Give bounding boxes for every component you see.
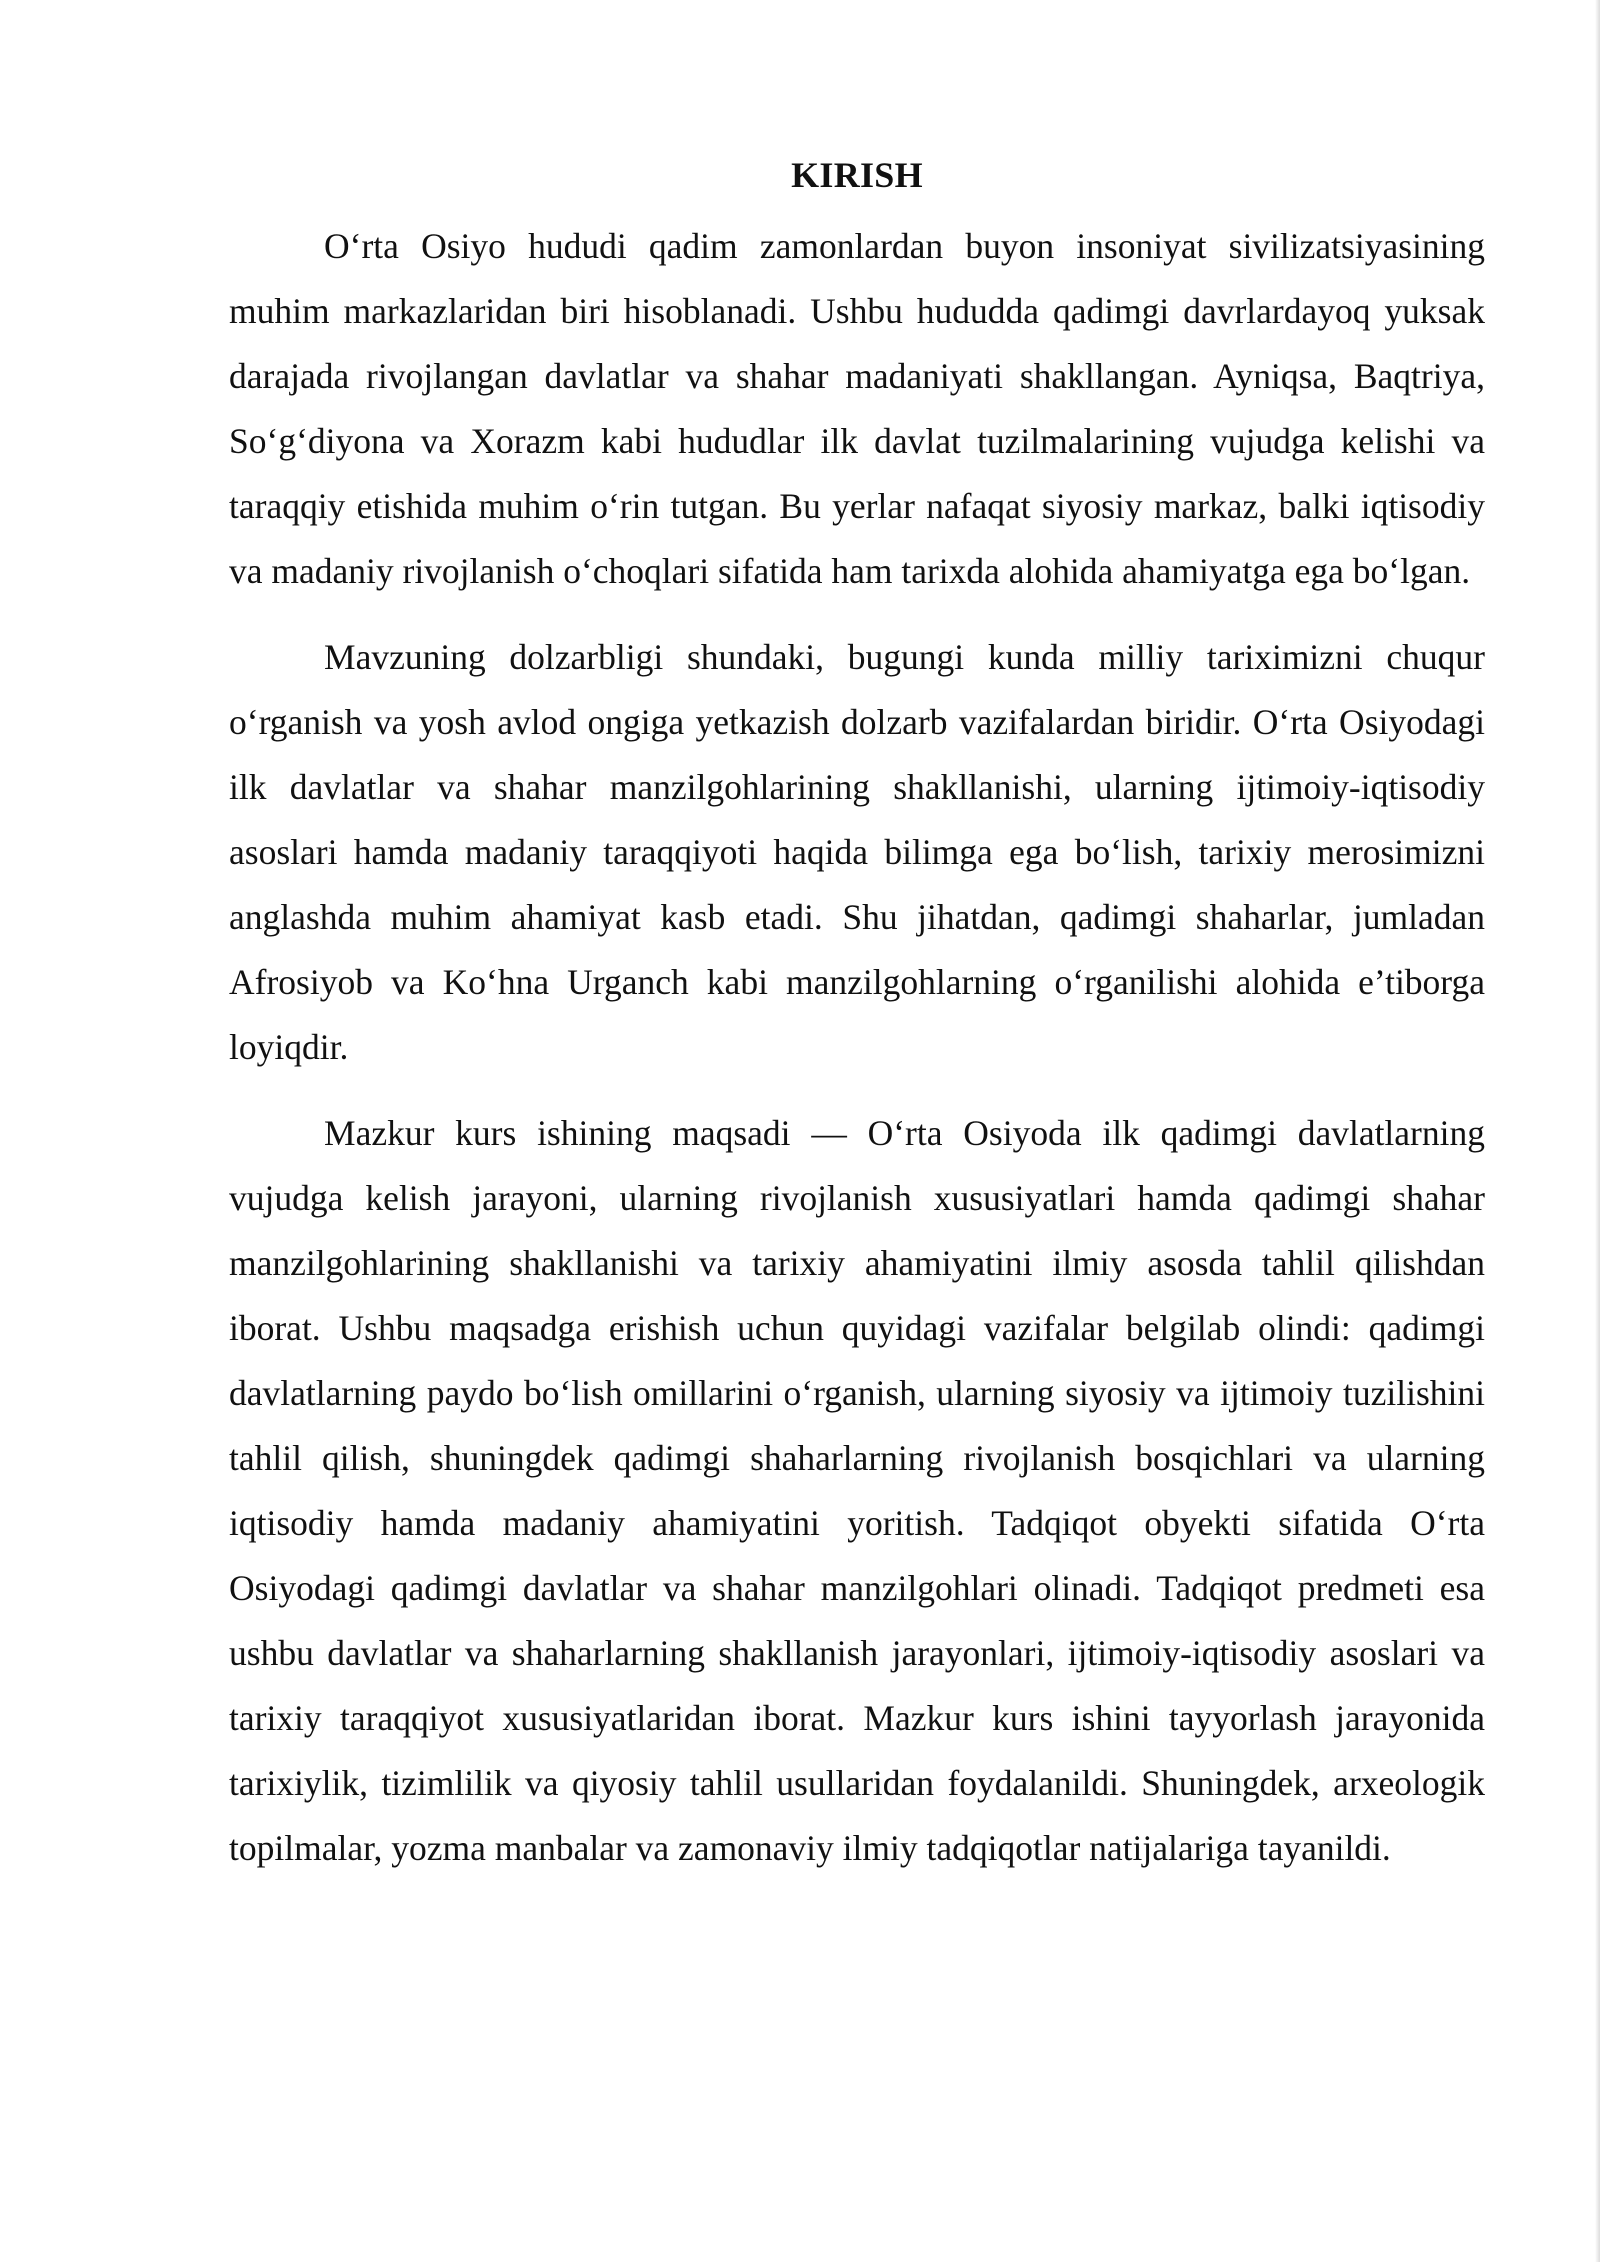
section-title: KIRISH [791, 155, 923, 195]
paragraph-introduction: O‘rta Osiyo hududi qadim zamonlardan buyon insoniyat sivilizatsiyasining muhim markazlaridan biri hisoblanadi. Ushbu hududda qadimgi davrlardayoq yuksak darajada rivojlangan davlatlar va shahar madaniyati shakllangan. Ayniqsa, Baqtriya, So‘g‘diyona va Xorazm kabi hududlar ilk davlat tuzilmalarining vujudga kelishi va taraqqiy etishida muhim o‘rin tutgan. Bu yerlar nafaqat siyosiy markaz, balki iqtisodiy va madaniy rivojlanish o‘choqlari sifatida ham tarixda alohida ahamiyatga ega bo‘lgan. [229, 226, 1485, 591]
document-body [229, 150, 1485, 1902]
page-edge-shadow [1595, 0, 1600, 2262]
paragraph-relevance: Mavzuning dolzarbligi shundaki, bugungi kunda milliy tariximizni chuqur o‘rganish va yosh avlod ongiga yetkazish dolzarb vazifalardan biridir. O‘rta Osiyodagi ilk davlatlar va shahar manzilgohlarining shakllanishi, ularning ijtimoiy-iqtisodiy asoslari hamda madaniy taraqqiyoti haqida bilimga ega bo‘lish, tarixiy merosimizni anglashda muhim ahamiyat kasb etadi. Shu jihatdan, qadimgi shaharlar, jumladan Afrosiyob va Ko‘hna Urganch kabi manzilgohlarning o‘rganilishi alohida e’tiborga loyiqdir. [229, 637, 1485, 1067]
paragraph-purpose: Mazkur kurs ishining maqsadi — O‘rta Osiyoda ilk qadimgi davlatlarning vujudga kelish jarayoni, ularning rivojlanish xususiyatlari hamda qadimgi shahar manzilgohlarining shakllanishi va tarixiy ahamiyatini ilmiy asosda tahlil qilishdan iborat. Ushbu maqsadga erishish uchun quyidagi vazifalar belgilab olindi: qadimgi davlatlarning paydo bo‘lish omillarini o‘rganish, ularning siyosiy va ijtimoiy tuzilishini tahlil qilish, shuningdek qadimgi shaharlarning rivojlanish bosqichlari va ularning iqtisodiy hamda madaniy ahamiyatini yoritish. Tadqiqot obyekti sifatida O‘rta Osiyodagi qadimgi davlatlar va shahar manzilgohlari olinadi. Tadqiqot predmeti esa ushbu davlatlar va shaharlarning shakllanish jarayonlari, ijtimoiy-iqtisodiy asoslari va tarixiy taraqqiyot xususiyatlaridan iborat. Mazkur kurs ishini tayyorlash jarayonida tarixiylik, tizimlilik va qiyosiy tahlil usullaridan foydalanildi. Shuningdek, arxeologik topilmalar, yozma manbalar va zamonaviy ilmiy tadqiqotlar natijalariga tayanildi. [229, 1113, 1485, 1868]
